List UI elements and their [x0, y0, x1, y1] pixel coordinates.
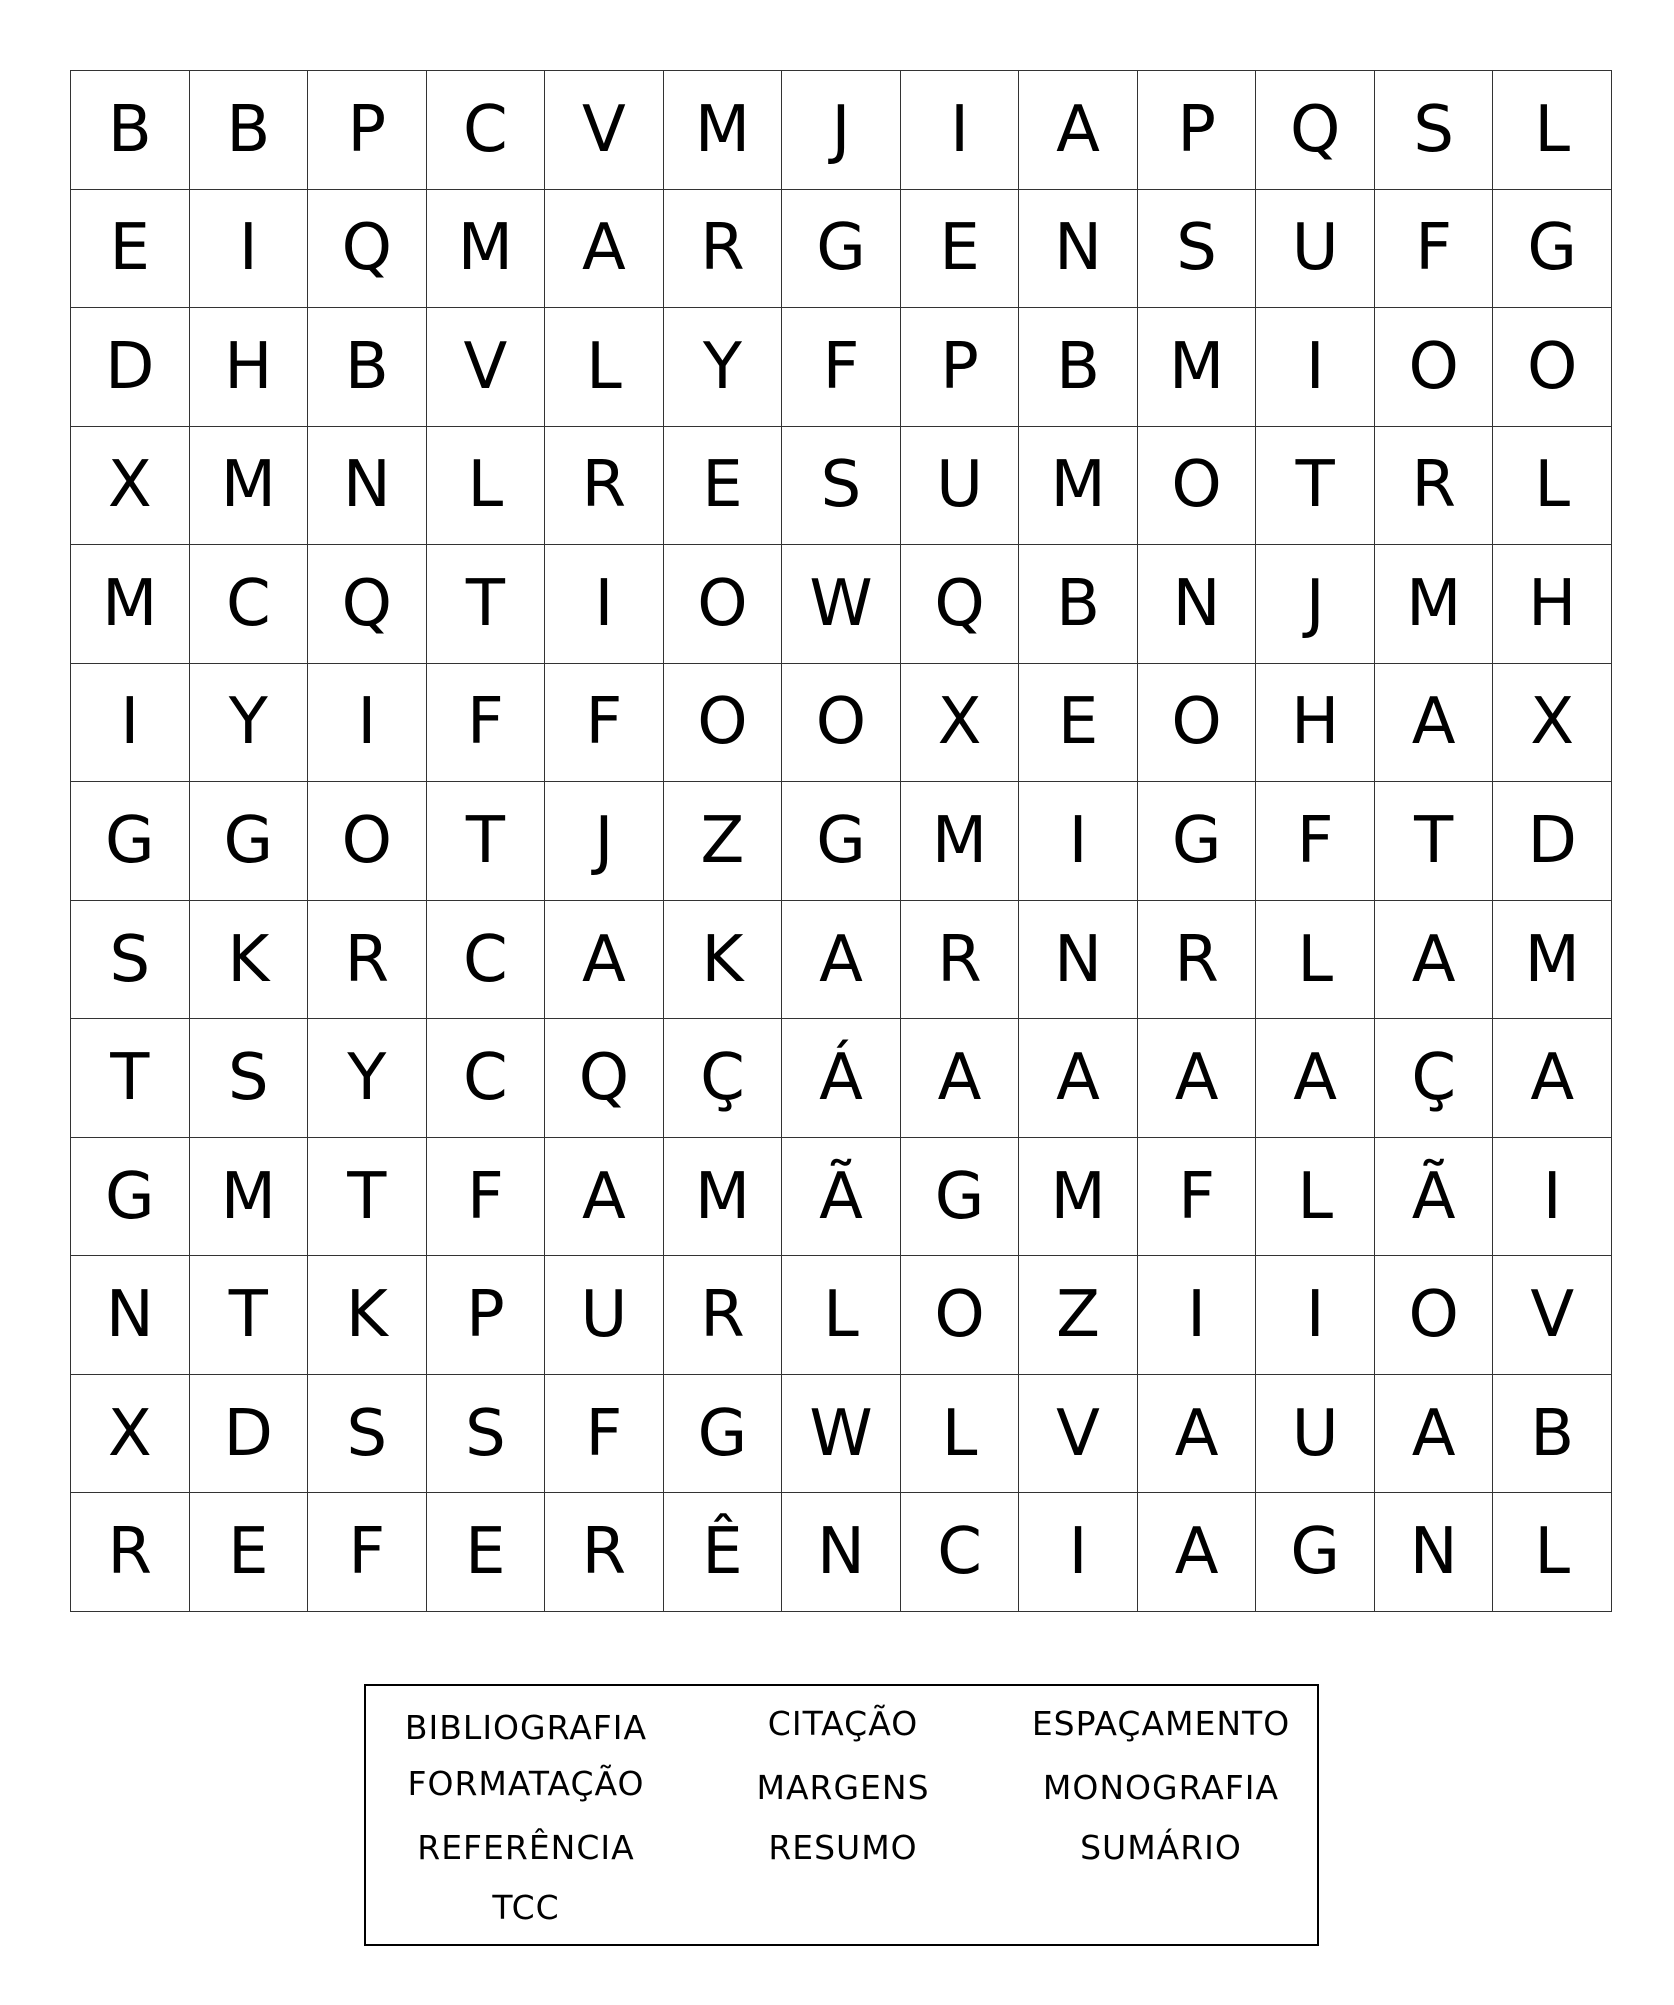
grid-cell[interactable]: M: [1019, 427, 1138, 546]
grid-cell[interactable]: F: [545, 1375, 664, 1494]
word-list-item: RESUMO: [768, 1828, 918, 1867]
grid-cell[interactable]: E: [664, 427, 783, 546]
grid-cell[interactable]: U: [1256, 190, 1375, 309]
grid-cell[interactable]: S: [782, 427, 901, 546]
grid-cell[interactable]: G: [71, 782, 190, 901]
grid-cell[interactable]: R: [1375, 427, 1494, 546]
grid-cell[interactable]: Q: [308, 190, 427, 309]
grid-cell[interactable]: N: [782, 1493, 901, 1612]
grid-cell[interactable]: C: [427, 1019, 546, 1138]
word-list-item: MONOGRAFIA: [1042, 1768, 1280, 1807]
grid-cell[interactable]: E: [901, 190, 1020, 309]
grid-cell[interactable]: L: [782, 1256, 901, 1375]
grid-cell[interactable]: S: [427, 1375, 546, 1494]
grid-cell[interactable]: O: [1138, 427, 1257, 546]
grid-cell[interactable]: G: [1493, 190, 1612, 309]
grid-cell[interactable]: Z: [664, 782, 783, 901]
grid-cell[interactable]: S: [1375, 71, 1494, 190]
grid-cell[interactable]: Q: [1256, 71, 1375, 190]
grid-cell[interactable]: A: [1138, 1375, 1257, 1494]
grid-cell[interactable]: F: [308, 1493, 427, 1612]
grid-cell[interactable]: Ê: [664, 1493, 783, 1612]
grid-cell[interactable]: F: [1375, 190, 1494, 309]
grid-cell[interactable]: Ã: [1375, 1138, 1494, 1257]
grid-cell[interactable]: U: [901, 427, 1020, 546]
grid-cell[interactable]: J: [782, 71, 901, 190]
grid-cell[interactable]: P: [1138, 71, 1257, 190]
grid-cell[interactable]: E: [190, 1493, 309, 1612]
grid-cell[interactable]: H: [1256, 664, 1375, 783]
grid-cell[interactable]: T: [427, 545, 546, 664]
grid-cell[interactable]: I: [1493, 1138, 1612, 1257]
grid-cell[interactable]: G: [901, 1138, 1020, 1257]
grid-cell[interactable]: C: [427, 901, 546, 1020]
grid-cell[interactable]: M: [190, 427, 309, 546]
grid-cell[interactable]: W: [782, 545, 901, 664]
grid-cell[interactable]: O: [664, 664, 783, 783]
grid-cell[interactable]: L: [427, 427, 546, 546]
grid-cell[interactable]: G: [190, 782, 309, 901]
word-list: [364, 1684, 1319, 1946]
grid-cell[interactable]: B: [1019, 308, 1138, 427]
grid-cell[interactable]: M: [901, 782, 1020, 901]
grid-cell[interactable]: I: [901, 71, 1020, 190]
grid-cell[interactable]: P: [427, 1256, 546, 1375]
grid-cell[interactable]: A: [1256, 1019, 1375, 1138]
grid-cell[interactable]: K: [190, 901, 309, 1020]
grid-cell[interactable]: F: [545, 664, 664, 783]
grid-cell[interactable]: M: [1138, 308, 1257, 427]
grid-cell[interactable]: C: [427, 71, 546, 190]
grid-cell[interactable]: O: [308, 782, 427, 901]
grid-cell[interactable]: N: [1019, 901, 1138, 1020]
grid-cell[interactable]: A: [1493, 1019, 1612, 1138]
grid-cell[interactable]: O: [782, 664, 901, 783]
word-list-item: ESPAÇAMENTO: [1031, 1704, 1291, 1743]
grid-cell[interactable]: V: [545, 71, 664, 190]
grid-cell[interactable]: G: [1256, 1493, 1375, 1612]
grid-cell[interactable]: Á: [782, 1019, 901, 1138]
grid-cell[interactable]: A: [1375, 901, 1494, 1020]
grid-cell[interactable]: Ç: [1375, 1019, 1494, 1138]
grid-cell[interactable]: M: [1019, 1138, 1138, 1257]
grid-cell[interactable]: I: [71, 664, 190, 783]
grid-cell[interactable]: A: [901, 1019, 1020, 1138]
grid-cell[interactable]: F: [427, 664, 546, 783]
grid-cell[interactable]: L: [901, 1375, 1020, 1494]
grid-cell[interactable]: F: [427, 1138, 546, 1257]
grid-cell[interactable]: A: [545, 901, 664, 1020]
grid-cell[interactable]: S: [190, 1019, 309, 1138]
grid-cell[interactable]: I: [190, 190, 309, 309]
grid-cell[interactable]: R: [71, 1493, 190, 1612]
grid-cell[interactable]: T: [1375, 782, 1494, 901]
grid-cell[interactable]: N: [308, 427, 427, 546]
grid-cell[interactable]: I: [1019, 782, 1138, 901]
grid-cell[interactable]: T: [71, 1019, 190, 1138]
grid-cell[interactable]: N: [1138, 545, 1257, 664]
grid-cell[interactable]: R: [308, 901, 427, 1020]
grid-cell[interactable]: S: [1138, 190, 1257, 309]
grid-cell[interactable]: E: [1019, 664, 1138, 783]
grid-cell[interactable]: G: [1138, 782, 1257, 901]
word-list-item: SUMÁRIO: [1080, 1828, 1242, 1867]
grid-cell[interactable]: L: [1493, 1493, 1612, 1612]
grid-cell[interactable]: V: [1019, 1375, 1138, 1494]
word-list-item: BIBLIOGRAFIA: [404, 1708, 648, 1747]
grid-cell[interactable]: D: [1493, 782, 1612, 901]
grid-cell[interactable]: G: [782, 782, 901, 901]
grid-cell[interactable]: L: [1493, 71, 1612, 190]
grid-cell[interactable]: I: [308, 664, 427, 783]
grid-cell[interactable]: I: [1019, 1493, 1138, 1612]
grid-cell[interactable]: O: [1493, 308, 1612, 427]
grid-cell[interactable]: H: [190, 308, 309, 427]
grid-cell[interactable]: L: [545, 308, 664, 427]
grid-cell[interactable]: R: [545, 1493, 664, 1612]
grid-cell[interactable]: M: [71, 545, 190, 664]
grid-cell[interactable]: T: [1256, 427, 1375, 546]
grid-cell[interactable]: O: [1375, 1256, 1494, 1375]
grid-cell[interactable]: W: [782, 1375, 901, 1494]
grid-cell[interactable]: M: [427, 190, 546, 309]
grid-cell[interactable]: Y: [190, 664, 309, 783]
grid-cell[interactable]: N: [1375, 1493, 1494, 1612]
grid-cell[interactable]: P: [901, 308, 1020, 427]
word-list-item: TCC: [492, 1888, 560, 1927]
grid-cell[interactable]: L: [1493, 427, 1612, 546]
grid-cell[interactable]: L: [1256, 1138, 1375, 1257]
grid-cell[interactable]: H: [1493, 545, 1612, 664]
grid-cell[interactable]: C: [901, 1493, 1020, 1612]
grid-cell[interactable]: G: [71, 1138, 190, 1257]
grid-cell[interactable]: D: [71, 308, 190, 427]
grid-cell[interactable]: Y: [308, 1019, 427, 1138]
grid-cell[interactable]: V: [427, 308, 546, 427]
grid-cell[interactable]: O: [1375, 308, 1494, 427]
grid-cell[interactable]: Y: [664, 308, 783, 427]
grid-cell[interactable]: M: [1375, 545, 1494, 664]
grid-cell[interactable]: T: [190, 1256, 309, 1375]
grid-cell[interactable]: O: [1138, 664, 1257, 783]
grid-cell[interactable]: B: [190, 71, 309, 190]
grid-cell[interactable]: I: [1256, 1256, 1375, 1375]
grid-cell[interactable]: A: [782, 901, 901, 1020]
grid-cell[interactable]: J: [545, 782, 664, 901]
grid-cell[interactable]: M: [664, 1138, 783, 1257]
grid-cell[interactable]: R: [545, 427, 664, 546]
grid-cell[interactable]: N: [1019, 190, 1138, 309]
grid-cell[interactable]: A: [1375, 1375, 1494, 1494]
grid-cell[interactable]: U: [545, 1256, 664, 1375]
grid-cell[interactable]: I: [1138, 1256, 1257, 1375]
word-list-item: CITAÇÃO: [767, 1704, 919, 1743]
grid-cell[interactable]: T: [427, 782, 546, 901]
grid-cell[interactable]: O: [901, 1256, 1020, 1375]
grid-cell[interactable]: Ç: [664, 1019, 783, 1138]
grid-cell[interactable]: F: [1138, 1138, 1257, 1257]
grid-cell[interactable]: A: [1019, 1019, 1138, 1138]
word-list-item: FORMATAÇÃO: [407, 1764, 645, 1803]
word-search-grid: [70, 70, 1612, 1612]
grid-cell[interactable]: E: [71, 190, 190, 309]
grid-cell[interactable]: X: [1493, 664, 1612, 783]
grid-cell[interactable]: B: [71, 71, 190, 190]
grid-cell[interactable]: A: [545, 190, 664, 309]
word-list-item: MARGENS: [756, 1768, 930, 1807]
grid-cell[interactable]: B: [308, 308, 427, 427]
grid-cell[interactable]: O: [664, 545, 783, 664]
grid-cell[interactable]: Q: [901, 545, 1020, 664]
grid-cell[interactable]: V: [1493, 1256, 1612, 1375]
grid-cell[interactable]: F: [782, 308, 901, 427]
grid-cell[interactable]: M: [190, 1138, 309, 1257]
grid-cell[interactable]: M: [664, 71, 783, 190]
grid-cell[interactable]: G: [664, 1375, 783, 1494]
grid-cell[interactable]: Q: [308, 545, 427, 664]
grid-cell[interactable]: C: [190, 545, 309, 664]
grid-cell[interactable]: R: [664, 1256, 783, 1375]
grid-cell[interactable]: A: [1019, 71, 1138, 190]
grid-cell[interactable]: N: [71, 1256, 190, 1375]
grid-cell[interactable]: Ã: [782, 1138, 901, 1257]
grid-cell[interactable]: Q: [545, 1019, 664, 1138]
grid-cell[interactable]: A: [1138, 1019, 1257, 1138]
grid-cell[interactable]: K: [664, 901, 783, 1020]
grid-cell[interactable]: G: [782, 190, 901, 309]
grid-cell[interactable]: R: [1138, 901, 1257, 1020]
grid-cell[interactable]: U: [1256, 1375, 1375, 1494]
word-list-item: REFERÊNCIA: [417, 1828, 635, 1867]
grid-cell[interactable]: I: [545, 545, 664, 664]
grid-cell[interactable]: T: [308, 1138, 427, 1257]
grid-cell[interactable]: S: [308, 1375, 427, 1494]
grid-cell[interactable]: M: [1493, 901, 1612, 1020]
grid-cell[interactable]: X: [901, 664, 1020, 783]
grid-cell[interactable]: R: [901, 901, 1020, 1020]
grid-cell[interactable]: R: [664, 190, 783, 309]
grid-cell[interactable]: B: [1493, 1375, 1612, 1494]
grid-cell[interactable]: S: [71, 901, 190, 1020]
grid-cell[interactable]: X: [71, 1375, 190, 1494]
grid-cell[interactable]: X: [71, 427, 190, 546]
grid-cell[interactable]: J: [1256, 545, 1375, 664]
grid-cell[interactable]: K: [308, 1256, 427, 1375]
grid-cell[interactable]: L: [1256, 901, 1375, 1020]
grid-cell[interactable]: A: [1138, 1493, 1257, 1612]
grid-cell[interactable]: A: [1375, 664, 1494, 783]
grid-cell[interactable]: A: [545, 1138, 664, 1257]
grid-cell[interactable]: Z: [1019, 1256, 1138, 1375]
grid-cell[interactable]: E: [427, 1493, 546, 1612]
grid-cell[interactable]: I: [1256, 308, 1375, 427]
grid-cell[interactable]: F: [1256, 782, 1375, 901]
grid-cell[interactable]: D: [190, 1375, 309, 1494]
grid-cell[interactable]: B: [1019, 545, 1138, 664]
grid-cell[interactable]: P: [308, 71, 427, 190]
